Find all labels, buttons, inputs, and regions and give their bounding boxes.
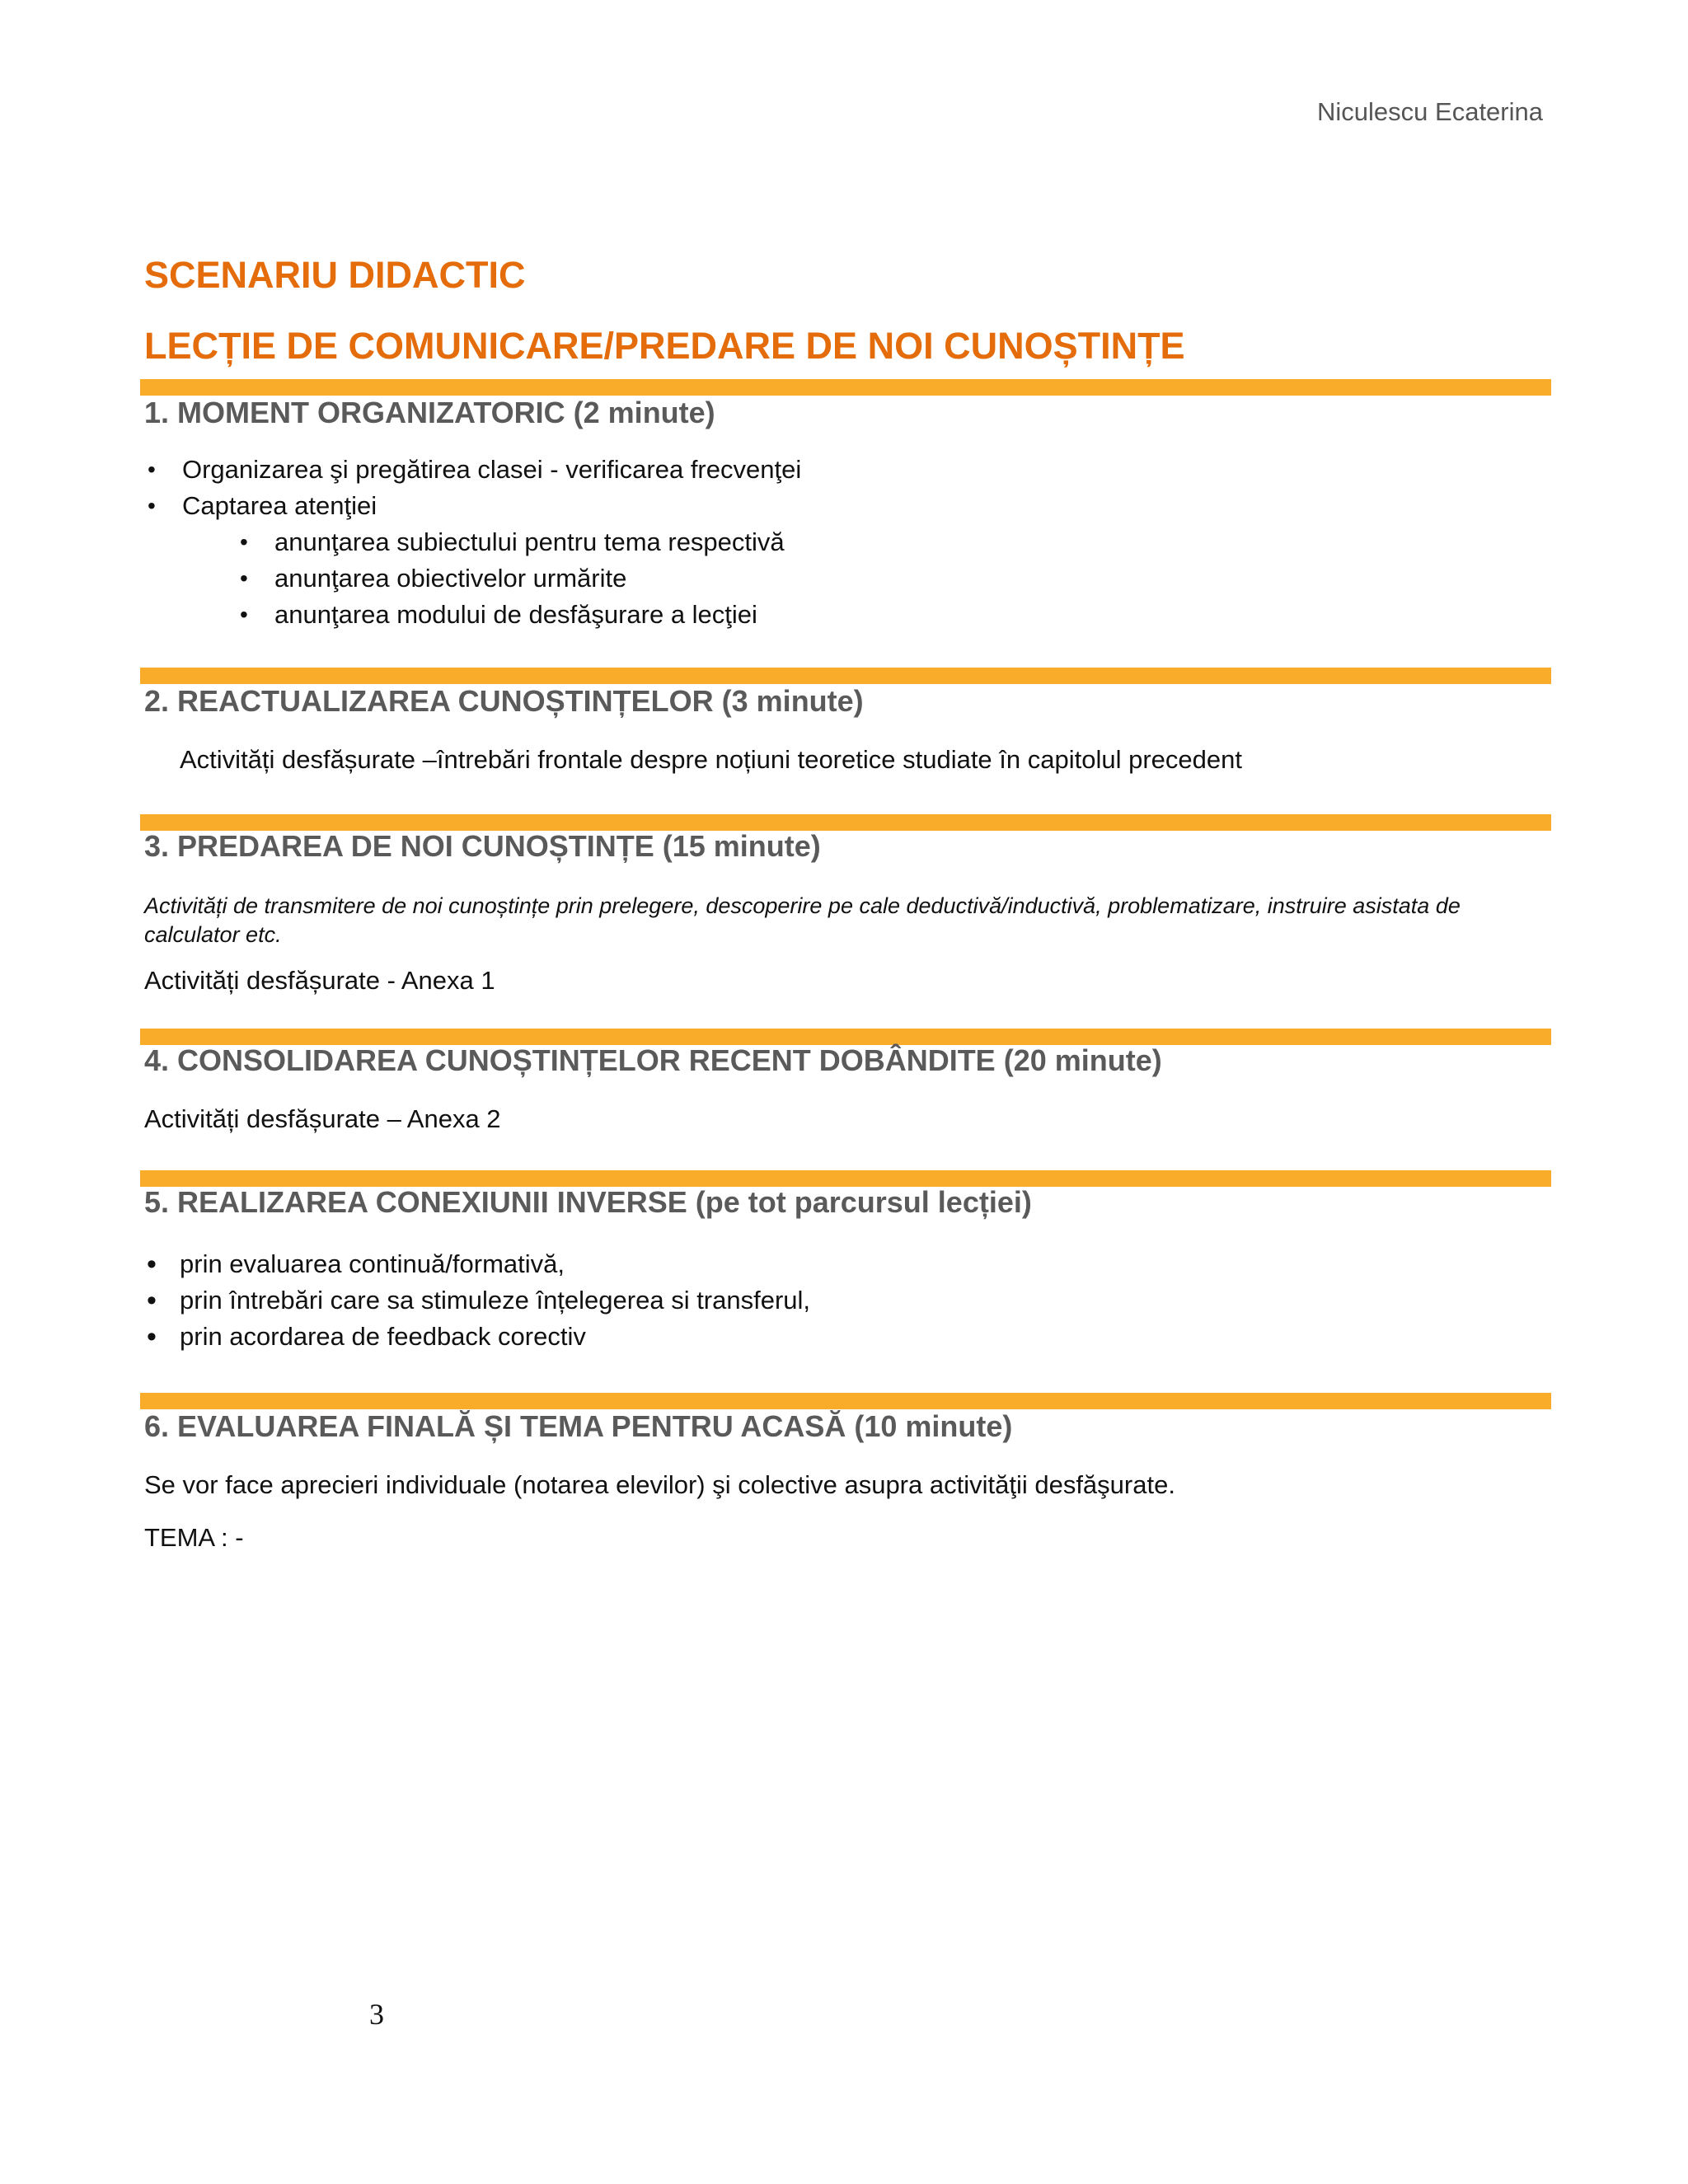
section-divider [140,379,1551,396]
list-item: • Captarea atenţiei [182,488,801,524]
bullet-icon: • [147,1321,157,1352]
list-item: • anunţarea subiectului pentru tema respectivă [274,524,785,560]
list-item: • anunţarea obiectivelor urmărite [274,560,785,597]
section-5-list [147,1246,811,1355]
bullet-icon: • [148,493,156,518]
bullet-icon: • [240,565,248,591]
section-divider [140,1170,1551,1187]
section-5-heading: 5. REALIZAREA CONEXIUNII INVERSE (pe tot parcursul lecției) [144,1185,1032,1219]
section-1-sublist [240,524,785,633]
list-item: • Organizarea şi pregătirea clasei - verificarea frecvenţei [182,452,801,488]
section-2-text: Activități desfășurate –întrebări frontale despre noțiuni teoretice studiate în capitolul precedent [180,745,1242,774]
section-4-text: Activități desfășurate – Anexa 2 [144,1104,501,1133]
list-item: • prin întrebări care sa stimuleze înțelegerea si transferul, [180,1282,810,1319]
bullet-icon: • [240,529,248,555]
section-divider [140,668,1551,684]
author-name: Niculescu Ecaterina [1317,97,1543,126]
homework-text: TEMA : - [144,1523,244,1552]
list-item: • anunţarea modului de desfăşurare a lecţiei [274,597,785,633]
section-6-text: Se vor face aprecieri individuale (notarea elevilor) şi colective asupra activităţii desfăşurate. [144,1470,1175,1499]
section-divider [140,1029,1551,1045]
section-3-description: Activități de transmitere de noi cunoștințe prin prelegere, descoperire pe cale deductivă/inductivă, problematizare, instruire asistata de calculator etc. [144,893,1461,947]
section-2-heading: 2. REACTUALIZAREA CUNOȘTINȚELOR (3 minute) [144,684,864,718]
section-divider [140,814,1551,831]
section-4-heading: 4. CONSOLIDAREA CUNOȘTINȚELOR RECENT DOBÂNDITE (20 minute) [144,1043,1162,1077]
section-3-text: Activități desfășurate - Anexa 1 [144,966,495,995]
bullet-icon: • [147,1285,157,1316]
section-1-list [148,452,802,524]
page-number: 3 [369,1998,384,2031]
document-subtitle: LECȚIE DE COMUNICARE/PREDARE DE NOI CUNOȘTINȚE [144,325,1185,367]
section-6-heading: 6. EVALUAREA FINALĂ ȘI TEMA PENTRU ACASĂ (10 minute) [144,1409,1013,1443]
section-3-heading: 3. PREDAREA DE NOI CUNOȘTINȚE (15 minute) [144,829,821,863]
bullet-icon: • [148,457,156,482]
section-1-heading: 1. MOMENT ORGANIZATORIC (2 minute) [144,396,715,429]
list-item: • prin acordarea de feedback corectiv [180,1319,810,1355]
bullet-icon: • [147,1249,157,1280]
list-item: • prin evaluarea continuă/formativă, [180,1246,810,1282]
document-title: SCENARIU DIDACTIC [144,254,526,296]
section-divider [140,1393,1551,1409]
bullet-icon: • [240,602,248,627]
